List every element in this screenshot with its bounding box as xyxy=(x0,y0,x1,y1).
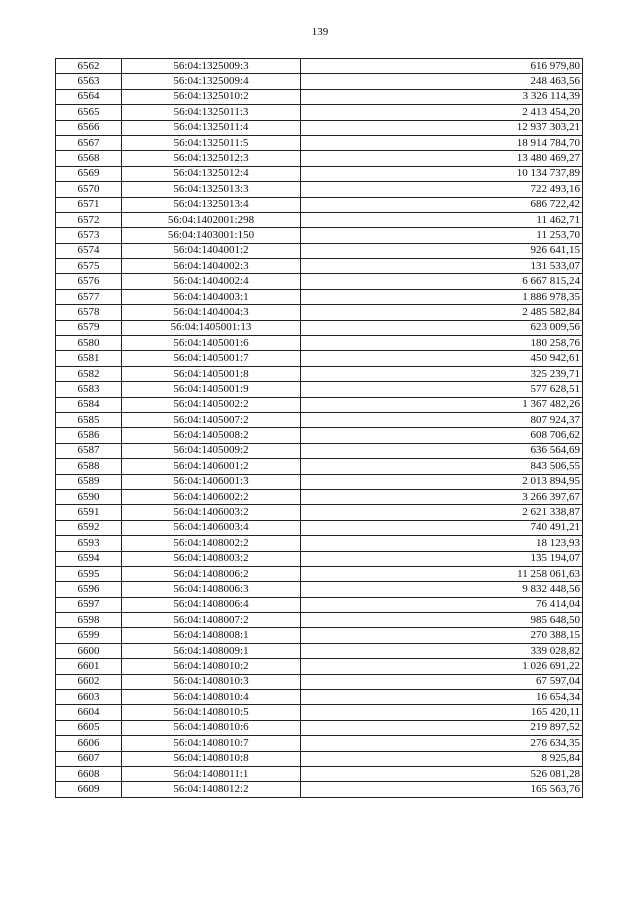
row-number-cell: 6588 xyxy=(56,459,122,474)
cadastral-number-cell: 56:04:1325012:4 xyxy=(122,166,301,181)
cadastral-number-cell: 56:04:1408010:8 xyxy=(122,751,301,766)
table-row xyxy=(56,613,583,628)
row-number-cell: 6580 xyxy=(56,336,122,351)
row-number-cell: 6568 xyxy=(56,151,122,166)
table-row xyxy=(56,212,583,227)
cadastral-number-cell: 56:04:1408006:4 xyxy=(122,597,301,612)
table-row xyxy=(56,120,583,135)
value-cell: 10 134 737,89 xyxy=(301,166,583,181)
value-cell: 325 239,71 xyxy=(301,366,583,381)
value-cell: 926 641,15 xyxy=(301,243,583,258)
value-cell: 18 123,93 xyxy=(301,536,583,551)
row-number-cell: 6595 xyxy=(56,566,122,581)
table-row xyxy=(56,135,583,150)
table-row xyxy=(56,751,583,766)
table-row xyxy=(56,351,583,366)
table-row xyxy=(56,274,583,289)
row-number-cell: 6571 xyxy=(56,197,122,212)
table-row xyxy=(56,166,583,181)
cadastral-number-cell: 56:04:1404002:3 xyxy=(122,259,301,274)
value-cell: 8 925,84 xyxy=(301,751,583,766)
cadastral-number-cell: 56:04:1408007:2 xyxy=(122,613,301,628)
cadastral-number-cell: 56:04:1405007:2 xyxy=(122,412,301,427)
value-cell: 608 706,62 xyxy=(301,428,583,443)
page-number: 139 xyxy=(311,26,329,38)
table-row xyxy=(56,643,583,658)
row-number-cell: 6565 xyxy=(56,105,122,120)
cadastral-number-cell: 56:04:1325013:4 xyxy=(122,197,301,212)
value-cell: 722 493,16 xyxy=(301,182,583,197)
row-number-cell: 6576 xyxy=(56,274,122,289)
value-cell: 2 413 454,20 xyxy=(301,105,583,120)
cadastral-number-cell: 56:04:1408002:2 xyxy=(122,536,301,551)
row-number-cell: 6578 xyxy=(56,305,122,320)
value-cell: 67 597,04 xyxy=(301,674,583,689)
cadastral-number-cell: 56:04:1404002:4 xyxy=(122,274,301,289)
table-row xyxy=(56,720,583,735)
value-cell: 686 722,42 xyxy=(301,197,583,212)
table-row xyxy=(56,582,583,597)
row-number-cell: 6604 xyxy=(56,705,122,720)
value-cell: 3 266 397,67 xyxy=(301,489,583,504)
row-number-cell: 6562 xyxy=(56,59,122,74)
cadastral-number-cell: 56:04:1408010:4 xyxy=(122,690,301,705)
row-number-cell: 6579 xyxy=(56,320,122,335)
table-row xyxy=(56,459,583,474)
row-number-cell: 6600 xyxy=(56,643,122,658)
value-cell: 12 937 303,21 xyxy=(301,120,583,135)
row-number-cell: 6609 xyxy=(56,782,122,797)
cadastral-number-cell: 56:04:1404003:1 xyxy=(122,289,301,304)
row-number-cell: 6564 xyxy=(56,89,122,104)
table-row xyxy=(56,228,583,243)
cadastral-number-cell: 56:04:1405001:13 xyxy=(122,320,301,335)
cadastral-number-cell: 56:04:1325010:2 xyxy=(122,89,301,104)
cadastral-number-cell: 56:04:1408010:7 xyxy=(122,736,301,751)
row-number-cell: 6590 xyxy=(56,489,122,504)
value-cell: 843 506,55 xyxy=(301,459,583,474)
value-cell: 985 648,50 xyxy=(301,613,583,628)
value-cell: 131 533,07 xyxy=(301,259,583,274)
value-cell: 339 028,82 xyxy=(301,643,583,658)
cadastral-number-cell: 56:04:1405002:2 xyxy=(122,397,301,412)
value-cell: 180 258,76 xyxy=(301,336,583,351)
value-cell: 636 564,69 xyxy=(301,443,583,458)
row-number-cell: 6570 xyxy=(56,182,122,197)
value-cell: 807 924,37 xyxy=(301,412,583,427)
cadastral-number-cell: 56:04:1408010:6 xyxy=(122,720,301,735)
row-number-cell: 6603 xyxy=(56,690,122,705)
row-number-cell: 6577 xyxy=(56,289,122,304)
table-body xyxy=(56,59,583,798)
cadastral-number-cell: 56:04:1406001:2 xyxy=(122,459,301,474)
value-cell: 2 621 338,87 xyxy=(301,505,583,520)
row-number-cell: 6587 xyxy=(56,443,122,458)
table-row xyxy=(56,243,583,258)
row-number-cell: 6566 xyxy=(56,120,122,135)
table-row xyxy=(56,105,583,120)
cadastral-number-cell: 56:04:1325011:5 xyxy=(122,135,301,150)
table-row xyxy=(56,182,583,197)
cadastral-number-cell: 56:04:1325011:3 xyxy=(122,105,301,120)
row-number-cell: 6573 xyxy=(56,228,122,243)
value-cell: 2 485 582,84 xyxy=(301,305,583,320)
value-cell: 1 026 691,22 xyxy=(301,659,583,674)
table-row xyxy=(56,197,583,212)
cadastral-number-cell: 56:04:1408006:3 xyxy=(122,582,301,597)
table-row xyxy=(56,89,583,104)
row-number-cell: 6592 xyxy=(56,520,122,535)
table-row xyxy=(56,566,583,581)
row-number-cell: 6608 xyxy=(56,766,122,781)
value-cell: 1 367 482,26 xyxy=(301,397,583,412)
value-cell: 450 942,61 xyxy=(301,351,583,366)
cadastral-number-cell: 56:04:1408009:1 xyxy=(122,643,301,658)
cadastral-number-cell: 56:04:1325013:3 xyxy=(122,182,301,197)
cadastral-number-cell: 56:04:1325009:3 xyxy=(122,59,301,74)
table-row xyxy=(56,474,583,489)
row-number-cell: 6567 xyxy=(56,135,122,150)
row-number-cell: 6583 xyxy=(56,382,122,397)
row-number-cell: 6596 xyxy=(56,582,122,597)
value-cell: 623 009,56 xyxy=(301,320,583,335)
value-cell: 276 634,35 xyxy=(301,736,583,751)
table-row xyxy=(56,151,583,166)
value-cell: 11 462,71 xyxy=(301,212,583,227)
cadastral-number-cell: 56:04:1403001:150 xyxy=(122,228,301,243)
table-row xyxy=(56,397,583,412)
value-cell: 1 886 978,35 xyxy=(301,289,583,304)
value-cell: 165 420,11 xyxy=(301,705,583,720)
row-number-cell: 6574 xyxy=(56,243,122,258)
table-row xyxy=(56,597,583,612)
value-cell: 18 914 784,70 xyxy=(301,135,583,150)
cadastral-number-cell: 56:04:1325009:4 xyxy=(122,74,301,89)
value-cell: 13 480 469,27 xyxy=(301,151,583,166)
cadastral-number-cell: 56:04:1404004:3 xyxy=(122,305,301,320)
cadastral-number-cell: 56:04:1408003:2 xyxy=(122,551,301,566)
cadastral-number-cell: 56:04:1408006:2 xyxy=(122,566,301,581)
row-number-cell: 6606 xyxy=(56,736,122,751)
cadastral-number-cell: 56:04:1406001:3 xyxy=(122,474,301,489)
row-number-cell: 6602 xyxy=(56,674,122,689)
value-cell: 135 194,07 xyxy=(301,551,583,566)
row-number-cell: 6601 xyxy=(56,659,122,674)
cadastral-value-table xyxy=(55,58,583,798)
row-number-cell: 6569 xyxy=(56,166,122,181)
table-row xyxy=(56,659,583,674)
table-row xyxy=(56,412,583,427)
table-row xyxy=(56,674,583,689)
row-number-cell: 6598 xyxy=(56,613,122,628)
table-row xyxy=(56,782,583,797)
value-cell: 165 563,76 xyxy=(301,782,583,797)
cadastral-number-cell: 56:04:1406002:2 xyxy=(122,489,301,504)
cadastral-number-cell: 56:04:1325012:3 xyxy=(122,151,301,166)
value-cell: 6 667 815,24 xyxy=(301,274,583,289)
row-number-cell: 6605 xyxy=(56,720,122,735)
table-row xyxy=(56,289,583,304)
cadastral-number-cell: 56:04:1408010:5 xyxy=(122,705,301,720)
table-row xyxy=(56,628,583,643)
table-row xyxy=(56,766,583,781)
row-number-cell: 6591 xyxy=(56,505,122,520)
value-cell: 616 979,80 xyxy=(301,59,583,74)
value-cell: 9 832 448,56 xyxy=(301,582,583,597)
value-cell: 219 897,52 xyxy=(301,720,583,735)
row-number-cell: 6586 xyxy=(56,428,122,443)
cadastral-number-cell: 56:04:1408012:2 xyxy=(122,782,301,797)
value-cell: 270 388,15 xyxy=(301,628,583,643)
row-number-cell: 6589 xyxy=(56,474,122,489)
value-cell: 248 463,56 xyxy=(301,74,583,89)
row-number-cell: 6593 xyxy=(56,536,122,551)
row-number-cell: 6575 xyxy=(56,259,122,274)
value-cell: 76 414,04 xyxy=(301,597,583,612)
row-number-cell: 6581 xyxy=(56,351,122,366)
table-row xyxy=(56,536,583,551)
table-row xyxy=(56,505,583,520)
value-cell: 11 253,70 xyxy=(301,228,583,243)
table-row xyxy=(56,736,583,751)
table-row xyxy=(56,305,583,320)
value-cell: 16 654,34 xyxy=(301,690,583,705)
table-row xyxy=(56,59,583,74)
cadastral-number-cell: 56:04:1408010:2 xyxy=(122,659,301,674)
cadastral-number-cell: 56:04:1405001:8 xyxy=(122,366,301,381)
table-row xyxy=(56,489,583,504)
table-row xyxy=(56,259,583,274)
row-number-cell: 6599 xyxy=(56,628,122,643)
cadastral-number-cell: 56:04:1406003:4 xyxy=(122,520,301,535)
cadastral-number-cell: 56:04:1405009:2 xyxy=(122,443,301,458)
value-cell: 3 326 114,39 xyxy=(301,89,583,104)
row-number-cell: 6607 xyxy=(56,751,122,766)
value-cell: 2 013 894,95 xyxy=(301,474,583,489)
cadastral-number-cell: 56:04:1405001:7 xyxy=(122,351,301,366)
table-row xyxy=(56,320,583,335)
value-cell: 526 081,28 xyxy=(301,766,583,781)
cadastral-number-cell: 56:04:1405001:9 xyxy=(122,382,301,397)
table-row xyxy=(56,443,583,458)
row-number-cell: 6563 xyxy=(56,74,122,89)
table-row xyxy=(56,428,583,443)
table-row xyxy=(56,690,583,705)
table-row xyxy=(56,520,583,535)
row-number-cell: 6572 xyxy=(56,212,122,227)
value-cell: 11 258 061,63 xyxy=(301,566,583,581)
row-number-cell: 6585 xyxy=(56,412,122,427)
cadastral-number-cell: 56:04:1402001:298 xyxy=(122,212,301,227)
table-row xyxy=(56,551,583,566)
cadastral-number-cell: 56:04:1408011:1 xyxy=(122,766,301,781)
table-row xyxy=(56,705,583,720)
table-row xyxy=(56,366,583,381)
table-row xyxy=(56,382,583,397)
cadastral-number-cell: 56:04:1406003:2 xyxy=(122,505,301,520)
row-number-cell: 6597 xyxy=(56,597,122,612)
cadastral-number-cell: 56:04:1404001:2 xyxy=(122,243,301,258)
value-cell: 577 628,51 xyxy=(301,382,583,397)
cadastral-number-cell: 56:04:1325011:4 xyxy=(122,120,301,135)
row-number-cell: 6594 xyxy=(56,551,122,566)
table-row xyxy=(56,336,583,351)
table-row xyxy=(56,74,583,89)
cadastral-number-cell: 56:04:1408010:3 xyxy=(122,674,301,689)
cadastral-number-cell: 56:04:1405001:6 xyxy=(122,336,301,351)
row-number-cell: 6584 xyxy=(56,397,122,412)
cadastral-number-cell: 56:04:1405008:2 xyxy=(122,428,301,443)
value-cell: 740 491,21 xyxy=(301,520,583,535)
row-number-cell: 6582 xyxy=(56,366,122,381)
cadastral-number-cell: 56:04:1408008:1 xyxy=(122,628,301,643)
